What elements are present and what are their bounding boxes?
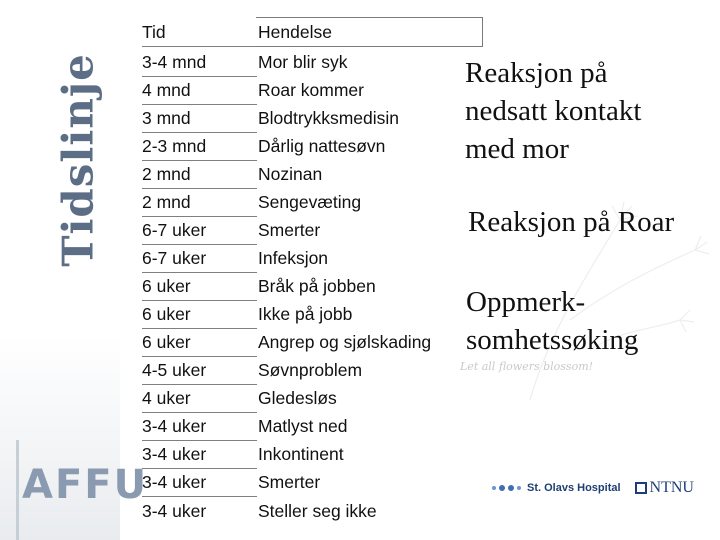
- reaction-line: somhetssøking: [466, 324, 639, 356]
- reaction-line: med mor: [465, 133, 569, 165]
- footer-logos: [492, 478, 694, 498]
- event-cell: Matlyst ned: [258, 416, 348, 436]
- time-cell: 4 uker: [142, 384, 257, 413]
- ntnu-square-icon: [635, 482, 647, 494]
- time-cell: 3-4 uker: [142, 468, 257, 497]
- time-cell: 6-7 uker: [142, 216, 257, 245]
- event-cell: Smerter: [258, 472, 321, 492]
- reaction-roar: Reaksjon på Roar: [468, 206, 675, 238]
- event-cell: Steller seg ikke: [258, 501, 377, 521]
- affu-logo: AFFU: [22, 462, 149, 508]
- event-cell: Inkontinent: [258, 444, 344, 464]
- event-cell: Blodtrykksmedisin: [258, 108, 400, 128]
- event-cell: Infeksjon: [258, 248, 329, 268]
- event-cell: Bråk på jobben: [258, 276, 376, 296]
- reaction-line: Oppmerk-: [466, 286, 586, 318]
- event-cell: Dårlig nattesøvn: [258, 136, 386, 156]
- time-cell: 6 uker: [142, 300, 257, 329]
- hospital-logo-text: St. Olavs Hospital: [527, 482, 621, 494]
- event-cell: Sengevæting: [258, 192, 362, 212]
- left-edge-stripe: [16, 440, 19, 540]
- time-cell: 6 uker: [142, 328, 257, 357]
- time-header: Tid: [142, 18, 257, 47]
- event-cell: Søvnproblem: [258, 360, 363, 380]
- time-cell: 4-5 uker: [142, 356, 257, 385]
- time-cell: 4 mnd: [142, 76, 257, 105]
- time-cell: 6 uker: [142, 272, 257, 301]
- time-cell: 2 mnd: [142, 188, 257, 217]
- ntnu-logo-text: NTNU: [649, 479, 694, 496]
- reaction-line: Reaksjon på: [465, 57, 608, 89]
- watermark-text: Let all flowers blossom!: [460, 360, 594, 373]
- event-cell: Smerter: [258, 220, 321, 240]
- time-cell: 3-4 uker: [142, 501, 207, 521]
- time-cell: 3 mnd: [142, 104, 257, 133]
- time-cell: 6-7 uker: [142, 244, 257, 273]
- time-cell: 3-4 uker: [142, 440, 257, 469]
- event-cell: Gledesløs: [258, 388, 337, 408]
- time-cell: 2-3 mnd: [142, 132, 257, 161]
- event-cell: Ikke på jobb: [258, 304, 353, 324]
- event-cell: Nozinan: [258, 164, 323, 184]
- time-cell: 3-4 mnd: [142, 48, 257, 77]
- event-cell: Roar kommer: [258, 80, 364, 100]
- reaction-attention-seeking: [466, 283, 638, 359]
- time-cell: 2 mnd: [142, 160, 257, 189]
- event-cell: Mor blir syk: [258, 52, 348, 72]
- event-cell: Angrep og sjølskading: [258, 332, 432, 352]
- reaction-line: nedsatt kontakt: [465, 95, 642, 127]
- side-title: Tidslinje: [53, 53, 103, 267]
- event-header: Hendelse: [258, 22, 332, 42]
- time-cell: 3-4 uker: [142, 412, 257, 441]
- hospital-dots-icon: [492, 485, 521, 491]
- reaction-contact-mother: [465, 54, 641, 168]
